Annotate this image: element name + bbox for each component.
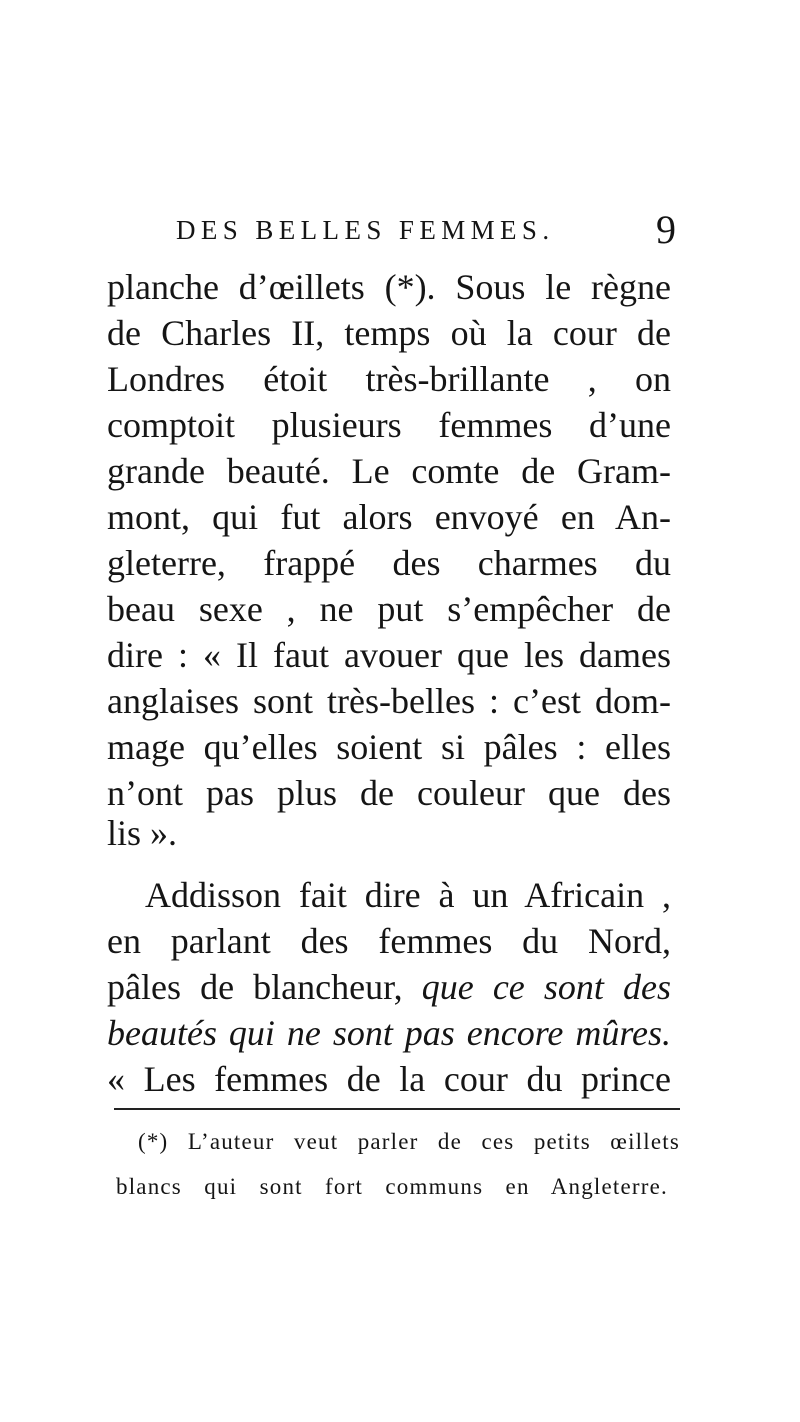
footnote-rule xyxy=(114,1108,680,1110)
text-line: planche d’œillets (*). Sous le règne xyxy=(107,267,671,307)
text-line: anglaises sont très-belles : c’est dom- xyxy=(107,681,671,721)
text-line: grande beauté. Le comte de Gram- xyxy=(107,451,671,491)
text-line: lis ». xyxy=(107,813,178,853)
page-number: 9 xyxy=(656,207,676,252)
paragraph-first-line: Addisson fait dire à un Africain , xyxy=(145,875,671,915)
text-line: mont, qui fut alors envoyé en An- xyxy=(107,497,671,537)
running-title: DES BELLES FEMMES. xyxy=(176,215,555,245)
text-line: en parlant des femmes du Nord, xyxy=(107,921,671,961)
text-line: dire : « Il faut avouer que les dames xyxy=(107,635,671,675)
italic-text: que ce sont des xyxy=(421,967,671,1007)
footnote-line: blancs qui sont fort communs en Angleterre. xyxy=(116,1174,668,1199)
text-line: de Charles II, temps où la cour de xyxy=(107,313,671,353)
text-line: « Les femmes de la cour du prince xyxy=(107,1059,671,1099)
text-line: beau sexe , ne put s’empêcher de xyxy=(107,589,671,629)
text-line: comptoit plusieurs femmes d’une xyxy=(107,405,671,445)
roman-text: pâles de blancheur, xyxy=(107,967,422,1007)
footnote-line: (*) L’auteur veut parler de ces petits œillets xyxy=(138,1129,680,1154)
text-line: Londres étoit très-brillante , on xyxy=(107,359,671,399)
text-line: n’ont pas plus de couleur que des xyxy=(107,773,671,813)
text-line: gleterre, frappé des charmes du xyxy=(107,543,671,583)
text-line-mixed xyxy=(107,964,671,1010)
text-line: mage qu’elles soient si pâles : elles xyxy=(107,727,671,767)
italic-line: beautés qui ne sont pas encore mûres. xyxy=(107,1013,671,1053)
running-head xyxy=(176,207,676,266)
